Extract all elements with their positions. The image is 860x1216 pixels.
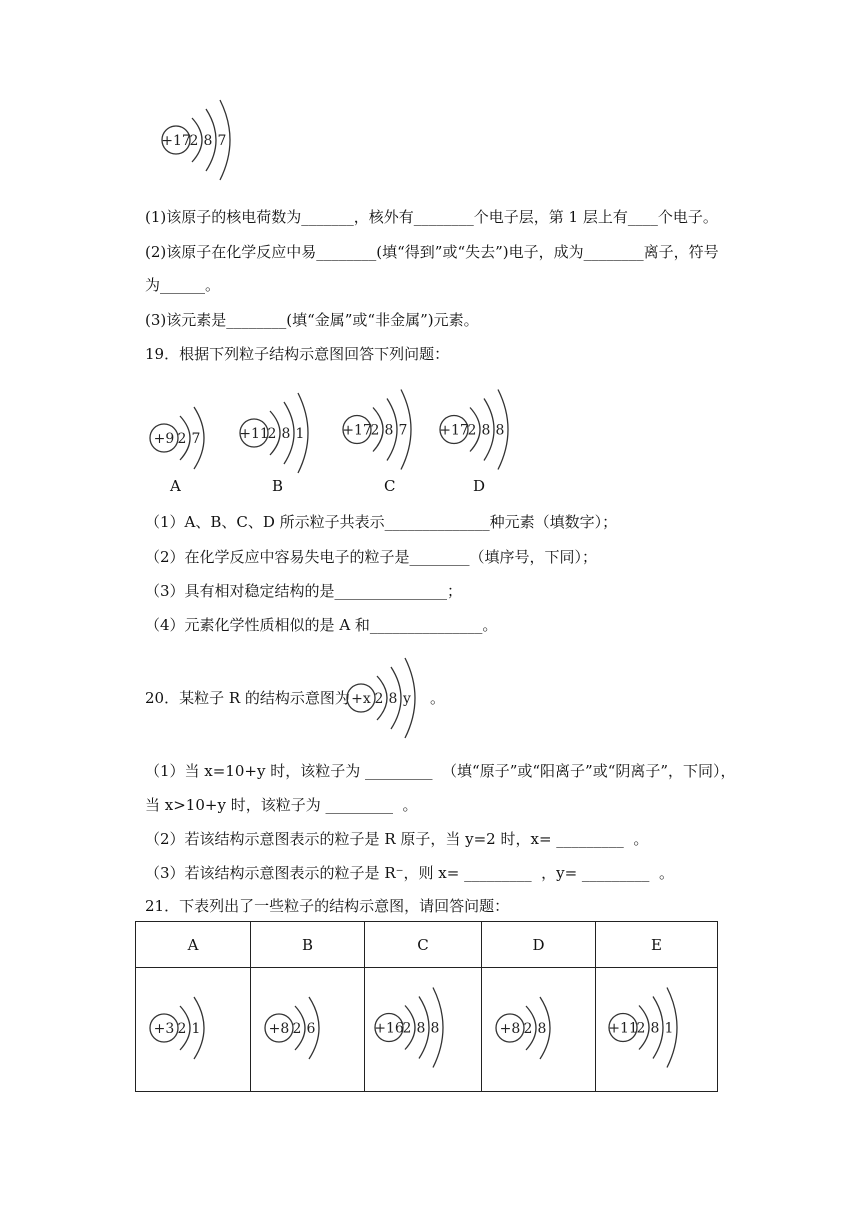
q18-part2-cont: 为______。 [145,276,221,294]
q21-cell-d [482,968,596,1092]
q18-part1: (1)该原子的核电荷数为_______，核外有________个电子层，第 1 层上有____个电子。 [145,208,718,226]
nucleus-charge: +17 [342,422,372,439]
electron-count: 2 [189,133,199,149]
q20-atom-r [345,648,435,752]
electron-count: 8 [281,426,291,442]
electron-count: y [403,691,411,707]
electron-count: 1 [664,1020,673,1037]
q21-title: 21．下表列出了一些粒子的结构示意图，请回答问题： [145,897,510,915]
nucleus-charge: +8 [499,1020,520,1037]
q20-part3: （3）若该结构示意图表示的粒子是 R⁻，则 x= _________ ，y= _________ 。 [145,864,674,882]
electron-count: 2 [177,1020,187,1037]
q19-label-c: C [384,477,396,495]
q19-part2: （2）在化学反应中容易失电子的粒子是________（填序号，下同）； [145,548,598,566]
q21-header-d: D [482,922,596,968]
nucleus-charge: +8 [268,1020,289,1037]
q21-cell-b [251,968,365,1092]
nucleus-charge: +9 [153,431,175,447]
electron-count: 8 [650,1020,659,1037]
electron-count: 8 [416,1020,426,1037]
q19-atom-c [341,382,441,481]
electron-count: 2 [267,426,277,442]
q19-label-a: A [170,477,181,495]
q21-header-c: C [365,922,482,968]
electron-count: 8 [481,422,491,439]
electron-count: 1 [295,426,305,442]
electron-count: 2 [402,1020,412,1037]
electron-count: 2 [523,1020,532,1037]
q20-part1b: 当 x>10+y 时，该粒子为 _________ 。 [145,796,418,814]
nucleus-charge: +11 [239,426,269,442]
atom-diagram-chlorine [160,90,260,194]
electron-count: 2 [636,1020,645,1037]
q21-header-e: E [596,922,718,968]
electron-count: 7 [398,422,408,439]
electron-count: 7 [217,133,227,149]
q20-part2: （2）若该结构示意图表示的粒子是 R 原子，当 y=2 时，x= _________ 。 [145,830,649,848]
nucleus-charge: +16 [374,1020,404,1037]
q21-header-b: B [251,922,365,968]
q19-label-d: D [473,477,486,495]
electron-count: 7 [191,431,201,447]
q20-part1a: （1）当 x=10+y 时，该粒子为 _________ （填“原子”或“阳离子”或“阴离子”，下同）， [145,762,736,780]
electron-count: 8 [537,1020,546,1037]
q21-cell-e [596,968,718,1092]
q18-part3: (3)该元素是________(填“金属”或“非金属”)元素。 [145,311,479,329]
electron-count: 2 [177,431,187,447]
electron-count: 2 [370,422,380,439]
nucleus-charge: +17 [439,422,469,439]
electron-count: 2 [467,422,477,439]
q18-part2: (2)该原子在化学反应中易________(填“得到”或“失去”)电子，成为________离子，符号 [145,243,719,261]
electron-count: 8 [495,422,505,439]
q19-part3: （3）具有相对稳定结构的是_______________； [145,582,463,600]
q19-atom-b [238,388,338,482]
electron-count: 8 [388,691,398,707]
q20-title: 20．某粒子 R 的结构示意图为 [145,689,350,707]
q19-label-b: B [272,477,284,495]
q21-header-a: A [136,922,251,968]
q19-atom-a [148,398,238,482]
electron-count: 8 [384,422,394,439]
electron-count: 8 [203,133,213,149]
q19-part4: （4）元素化学性质相似的是 A 和_______________。 [145,616,498,634]
nucleus-charge: +x [351,691,371,707]
q21-cell-c [365,968,482,1092]
q19-title: 19．根据下列粒子结构示意图回答下列问题： [145,345,450,363]
nucleus-charge: +17 [161,133,191,149]
electron-count: 2 [292,1020,301,1037]
q20-title-end: 。 [430,689,446,707]
nucleus-charge: +3 [153,1020,175,1037]
nucleus-charge: +11 [607,1020,638,1037]
electron-count: 6 [306,1020,315,1037]
electron-count: 2 [374,691,384,707]
q21-table [135,921,718,1092]
electron-count: 1 [191,1020,201,1037]
q19-part1: （1）A、B、C、D 所示粒子共表示______________种元素（填数字）； [145,513,618,531]
electron-count: 8 [430,1020,440,1037]
q19-atom-d [438,382,538,481]
q21-cell-a [136,968,251,1092]
